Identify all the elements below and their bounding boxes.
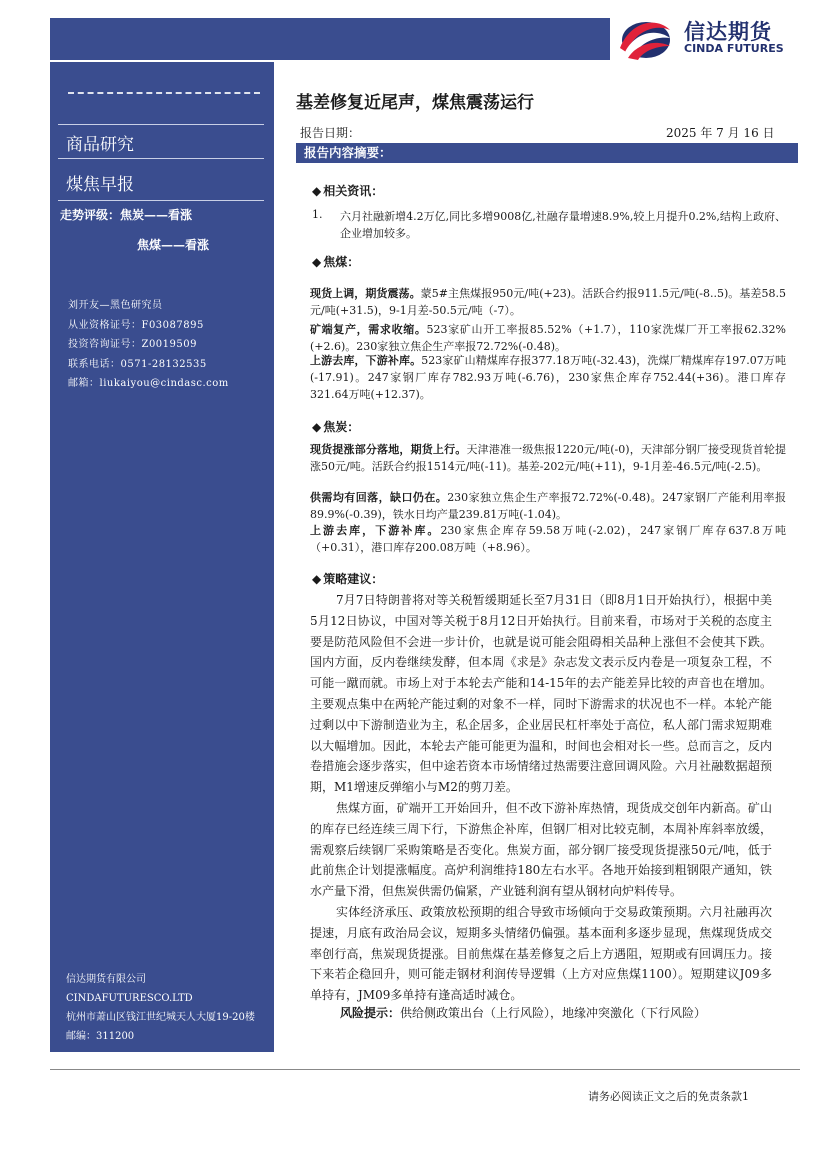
logo-text-en: CINDA FUTURES: [684, 42, 784, 55]
company-info: [66, 970, 255, 1046]
report-date-label: 报告日期：: [300, 126, 361, 140]
diamond-icon: ◆: [312, 572, 322, 586]
coking-coal-supply: 矿端复产，需求收缩。523家矿山开工率报85.52%（+1.7），110家洗煤厂开工率报62.32%(+2.6)。230家独立焦企生产率报72.72%(-0.48)。: [310, 323, 787, 353]
rating-coke: 走势评级：焦炭——看涨: [60, 208, 193, 222]
section-strategy-heading: ◆ 策略建议：: [312, 572, 384, 586]
report-type-label: 煤焦早报: [66, 175, 134, 195]
news-item-text: 六月社融新增4.2万亿,同比多增9008亿,社融存量增速8.9%,较上月提升0.2%,结构上政府、企业增加较多。: [340, 210, 786, 240]
strategy-body: [310, 590, 772, 1006]
sidebar: [50, 62, 274, 1052]
sidebar-divider: [58, 158, 264, 159]
coke-supply: 供需均有回落，缺口仍在。230家独立焦企生产率报72.72%(-0.48)。247家钢厂产能利用率报89.9%(-0.39)，铁水日均产量239.81万吨(-1.04)。: [310, 491, 786, 521]
sidebar-divider: [58, 200, 264, 201]
author-consult-cert: 投资咨询证号：Z0019509: [68, 339, 197, 350]
footer-divider: [50, 1069, 800, 1070]
section-coke-heading: ◆ 焦炭：: [312, 420, 360, 434]
report-date: 2025 年 7 月 16 日: [666, 126, 775, 140]
author-email[interactable]: 邮箱：liukaiyou@cindasc.com: [68, 378, 229, 389]
coking-coal-spot: 现货上调，期货震荡。蒙5#主焦煤报950元/吨(+23)。活跃合约报911.5元/吨(-8..5)。基差58.5元/吨(+31.5)，9-1月差-50.5元/吨（-7）。: [310, 287, 786, 317]
company-name-en: CINDAFUTURESCO.LTD: [66, 993, 193, 1004]
report-title: 基差修复近尾声，煤焦震荡运行: [296, 93, 534, 113]
cinda-swoosh-icon: [616, 18, 672, 60]
rating-coking-coal: 焦煤——看涨: [137, 238, 210, 252]
section-news-heading: ◆ 相关资讯：: [312, 184, 384, 198]
author-info: [68, 296, 229, 394]
sidebar-divider: [58, 124, 264, 125]
company-postcode: 邮编：311200: [66, 1031, 135, 1042]
strategy-paragraph: 7月7日特朗普将对等关税暂缓期延长至7月31日（即8月1日开始执行），根据中美5月12日协议，中国对等关税于8月12日开始执行。目前来看，市场对于关税的态度主要是防范风险但不会进一步计价，也就是说可能会阻碍相关品种上涨但不会使其下跌。国内方面，反内卷继续发酵，但本周《求是》杂志发文表示反内卷是一项复杂工程，不可能一蹴而就。市场上对于本轮去产能和14-15年的去产能差异比较的声音也在增加。主要观点集中在两轮产能过剩的对象不一样，同时下游需求的状况也不一样。本轮产能过剩以中下游制造业为主，私企居多，企业居民杠杆率处于高位，私人部门需求短期难以大幅增加。因此，本轮去产能可能更为温和，时间也会相对长一些。总而言之，反内卷措施会逐步落实，但中途若资本市场情绪过热需要注意回调风险。六月社融数据超预期，M1增速反弹缩小与M2的剪刀差。: [310, 593, 772, 795]
logo-text-cn: 信达期货: [684, 20, 772, 44]
coke-inventory: 上游去库，下游补库。230家焦企库存59.58万吨(-2.02)，247家钢厂库存637.8万吨（+0.31），港口库存200.08万吨（+8.96）。: [310, 524, 787, 554]
author-name: 刘开友—黑色研究员: [68, 300, 163, 311]
abstract-bar: 报告内容摘要：: [296, 143, 798, 163]
diamond-icon: ◆: [312, 255, 322, 269]
risk-warning: 风险提示：供给侧政策出台（上行风险），地缘冲突激化（下行风险）: [340, 1006, 707, 1020]
category-label: 商品研究: [66, 135, 134, 155]
logo: [610, 14, 810, 62]
company-address: 杭州市萧山区钱江世纪城天人大厦19-20楼: [66, 1012, 255, 1023]
section-coking-coal-heading: ◆ 焦煤：: [312, 255, 360, 269]
strategy-paragraph: 实体经济承压、政策放松预期的组合导致市场倾向于交易政策预期。六月社融再次提速，月底有政治局会议，短期多头情绪仍偏强。基本面利多逐步显现，焦煤现货成交率创行高，焦炭现货提涨。目前焦煤在基差修复之后上方遇阻，短期或有回调压力。接下来若企稳回升，则可能走钢材利润传导逻辑（上方对应焦煤1100）。短期建议J09多单持有，JM09多单持有逢高适时减仓。: [310, 904, 772, 1003]
coke-spot: 现货提涨部分落地，期货上行。天津港准一级焦报1220元/吨(-0)，天津部分钢厂接受现货首轮提涨50元/吨。活跃合约报1514元/吨(-11)。基差-202元/吨(+11)，9-1月差-46.5元/吨(-2.5)。: [310, 443, 786, 473]
footer-disclaimer: 请务必阅读正文之后的免责条款1: [588, 1090, 749, 1103]
coking-coal-inventory: 上游去库，下游补库。523家矿山精煤库存报377.18万吨(-32.43)，洗煤厂精煤库存197.07万吨(-17.91)。247家钢厂库存782.93万吨(-6.76)，230家焦企库存752.44(+36)。港口库存321.64万吨(+12.37)。: [310, 354, 787, 401]
sidebar-dashed-rule: [68, 92, 260, 94]
company-name: 信达期货有限公司: [66, 974, 146, 985]
author-phone: 联系电话：0571-28132535: [68, 358, 207, 370]
diamond-icon: ◆: [312, 420, 322, 434]
author-cert: 从业资格证号：F03087895: [68, 319, 204, 331]
strategy-paragraph: 焦煤方面，矿端开工开始回升，但不改下游补库热情，现货成交创年内新高。矿山的库存已经连续三周下行，下游焦企补库，但钢厂相对比较克制，本周补库斜率放缓，需观察后续钢厂采购策略是否变化。焦炭方面，部分钢厂接受现货提涨50元/吨，低于此前焦企计划提涨幅度。高炉利润维持180左右水平。各地开始接到粗钢限产通知，铁水产量下滑，但焦炭供需仍偏紧，产业链利润有望从钢材向炉料传导。: [310, 800, 772, 899]
news-item-number: 1.: [312, 208, 323, 221]
diamond-icon: ◆: [312, 184, 322, 198]
